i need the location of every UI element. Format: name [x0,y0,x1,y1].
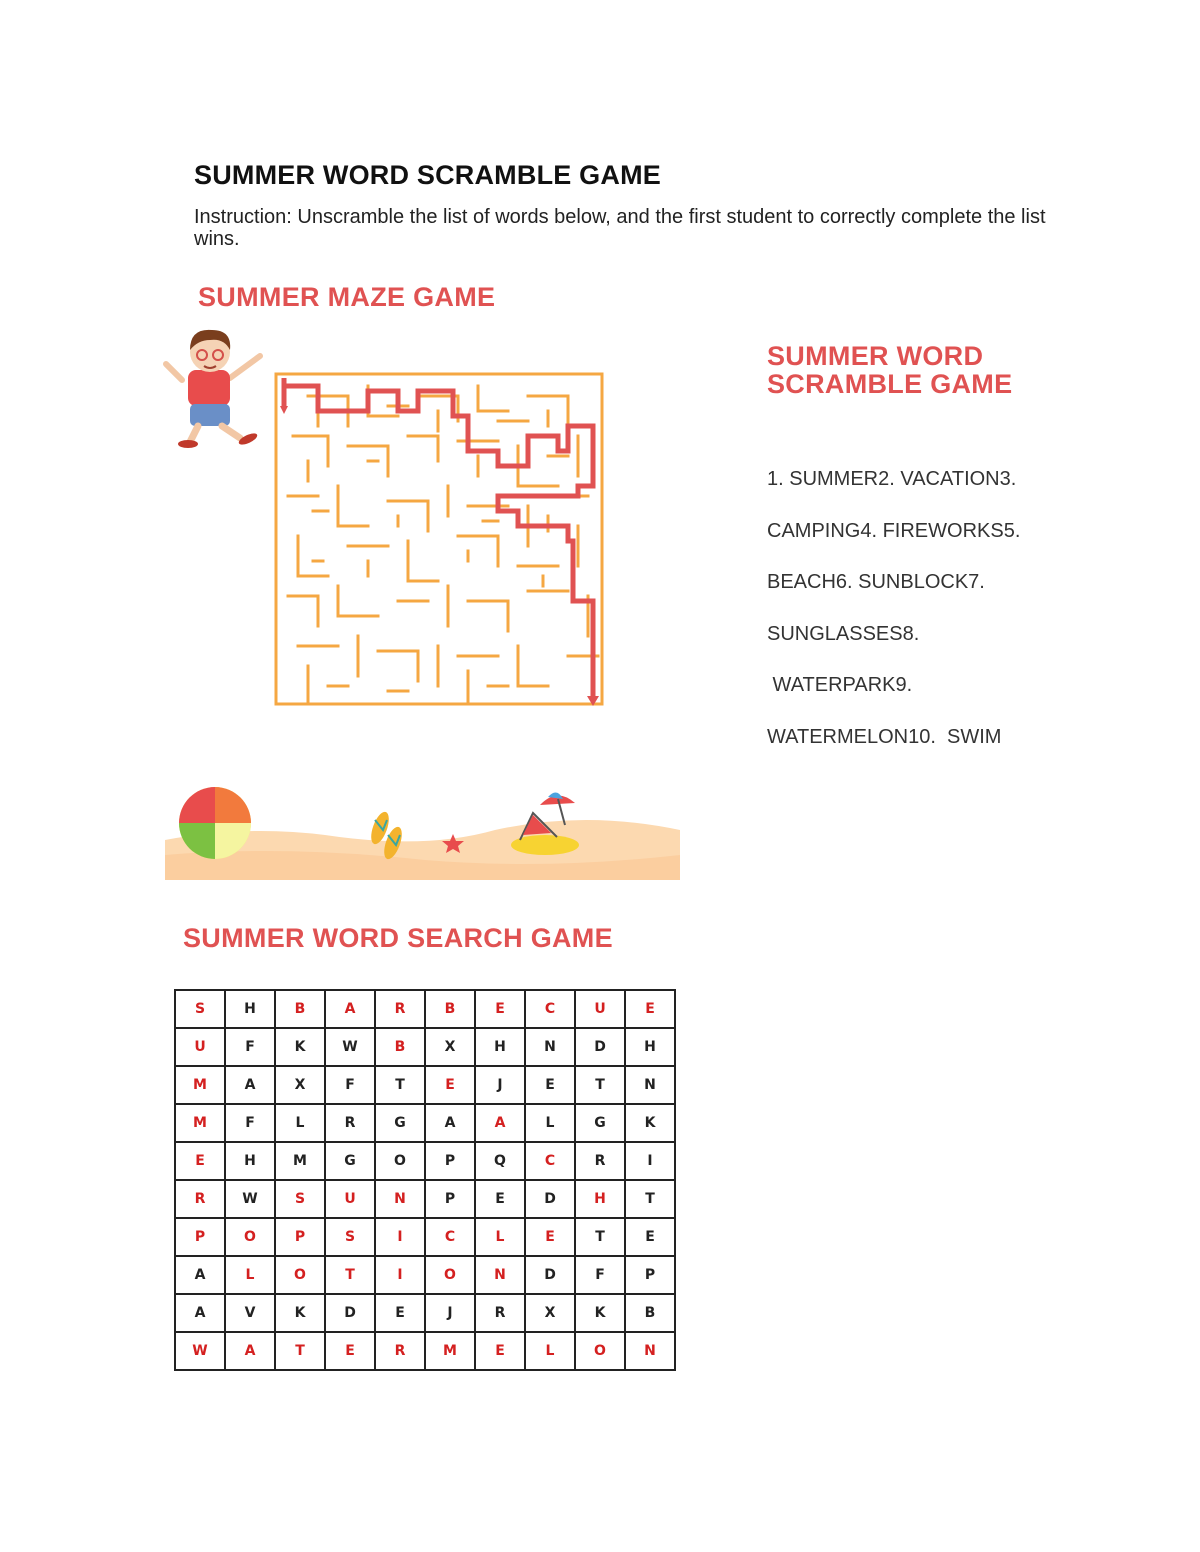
word-search-cell: T [575,1218,625,1256]
word-search-cell: I [625,1142,675,1180]
word-search-cell: M [175,1066,225,1104]
word-search-cell: O [575,1332,625,1370]
word-search-cell: E [525,1218,575,1256]
word-search-cell: U [575,990,625,1028]
word-search-cell: H [575,1180,625,1218]
word-search-cell: P [175,1218,225,1256]
word-search-cell: E [525,1066,575,1104]
word-search-cell: S [325,1218,375,1256]
word-search-row [175,1142,675,1180]
word-search-cell: A [225,1332,275,1370]
word-search-cell: L [225,1256,275,1294]
word-search-cell: B [625,1294,675,1332]
word-search-cell: H [225,1142,275,1180]
start-arrow-icon [280,406,288,414]
word-search-cell: L [525,1104,575,1142]
scramble-line: SUNGLASSES8. [767,623,920,645]
word-search-cell: V [225,1294,275,1332]
word-search-cell: F [325,1066,375,1104]
word-search-cell: N [525,1028,575,1066]
word-search-cell: E [375,1294,425,1332]
word-search-cell: M [425,1332,475,1370]
word-search-cell: J [475,1066,525,1104]
word-search-cell: I [375,1218,425,1256]
word-search-cell: P [425,1142,475,1180]
scramble-line: 1. SUMMER2. VACATION3. [767,468,1017,490]
word-search-grid [174,989,676,1371]
word-search-cell: P [625,1256,675,1294]
word-search-cell: E [425,1066,475,1104]
scramble-line: CAMPING4. FIREWORKS5. [767,520,1021,542]
word-search-cell: D [325,1294,375,1332]
word-search-cell: B [275,990,325,1028]
word-search-row [175,990,675,1028]
word-search-cell: E [175,1142,225,1180]
beach-ball-icon [179,787,251,859]
word-search-cell: L [275,1104,325,1142]
word-search-cell: A [175,1256,225,1294]
maze-section-title: SUMMER MAZE GAME [198,282,496,312]
word-search-row [175,1218,675,1256]
word-search-cell: R [475,1294,525,1332]
word-search-cell: S [175,990,225,1028]
word-search-cell: G [325,1142,375,1180]
word-search-cell: O [225,1218,275,1256]
word-search-cell: D [525,1256,575,1294]
word-search-cell: K [275,1028,325,1066]
word-search-cell: W [325,1028,375,1066]
word-search-row [175,1180,675,1218]
word-search-cell: X [425,1028,475,1066]
word-search-cell: K [625,1104,675,1142]
word-search-cell: B [375,1028,425,1066]
word-search-row [175,1066,675,1104]
word-search-cell: S [275,1180,325,1218]
word-search-cell: W [225,1180,275,1218]
beach-umbrella-icon [540,792,575,825]
word-search-cell: G [575,1104,625,1142]
word-search-cell: T [625,1180,675,1218]
word-search-cell: F [575,1256,625,1294]
word-search-row [175,1294,675,1332]
word-search-cell: H [625,1028,675,1066]
word-search-cell: N [475,1256,525,1294]
word-search-cell: T [375,1066,425,1104]
word-search-cell: N [375,1180,425,1218]
word-search-cell: K [275,1294,325,1332]
word-search-cell: M [175,1104,225,1142]
scramble-section-title: SUMMER WORD SCRAMBLE GAME [767,341,1013,399]
word-search-cell: T [325,1256,375,1294]
word-search-cell: E [625,1218,675,1256]
word-search-cell: C [525,990,575,1028]
maze-puzzle [268,366,613,711]
word-search-cell: H [225,990,275,1028]
word-search-cell: X [275,1066,325,1104]
word-search-cell: F [225,1104,275,1142]
word-search-cell: O [275,1256,325,1294]
word-search-cell: F [225,1028,275,1066]
word-search-cell: E [625,990,675,1028]
word-search-cell: G [375,1104,425,1142]
word-search-cell: R [375,990,425,1028]
word-search-cell: E [475,1332,525,1370]
word-search-cell: E [475,990,525,1028]
word-search-cell: U [325,1180,375,1218]
word-search-cell: C [425,1218,475,1256]
word-search-cell: E [475,1180,525,1218]
word-search-row [175,1104,675,1142]
word-search-cell: A [175,1294,225,1332]
word-search-cell: N [625,1332,675,1370]
scramble-line: WATERPARK9. [767,674,913,696]
scramble-line: WATERMELON10. SWIM [767,726,1002,748]
word-search-cell: D [525,1180,575,1218]
word-search-cell: X [525,1294,575,1332]
word-search-cell: A [475,1104,525,1142]
instruction-text: Instruction: Unscramble the list of words below, and the first student to correctly complete the list wins. [194,206,1046,250]
word-search-cell: E [325,1332,375,1370]
word-search-cell: R [325,1104,375,1142]
word-search-cell: U [175,1028,225,1066]
beach-scene [165,785,680,885]
word-search-cell: R [575,1142,625,1180]
kid-illustration-icon [160,322,270,452]
word-search-cell: O [375,1142,425,1180]
word-search-cell: P [425,1180,475,1218]
word-search-cell: A [325,990,375,1028]
page-title: SUMMER WORD SCRAMBLE GAME [194,160,661,190]
word-search-cell: H [475,1028,525,1066]
search-section-title: SUMMER WORD SEARCH GAME [183,923,613,953]
word-search-cell: P [275,1218,325,1256]
word-search-cell: K [575,1294,625,1332]
word-search-cell: R [175,1180,225,1218]
scramble-line: BEACH6. SUNBLOCK7. [767,571,985,593]
word-search-cell: R [375,1332,425,1370]
word-search-cell: M [275,1142,325,1180]
word-search-cell: L [525,1332,575,1370]
word-search-cell: J [425,1294,475,1332]
word-search-cell: T [275,1332,325,1370]
word-search-cell: A [425,1104,475,1142]
word-search-cell: T [575,1066,625,1104]
word-search-cell: D [575,1028,625,1066]
word-search-cell: B [425,990,475,1028]
word-search-cell: N [625,1066,675,1104]
word-search-cell: C [525,1142,575,1180]
word-search-cell: W [175,1332,225,1370]
word-search-cell: L [475,1218,525,1256]
word-search-cell: I [375,1256,425,1294]
word-search-cell: O [425,1256,475,1294]
word-search-row [175,1028,675,1066]
word-search-cell: A [225,1066,275,1104]
word-search-row [175,1332,675,1370]
word-search-row [175,1256,675,1294]
word-search-cell: Q [475,1142,525,1180]
